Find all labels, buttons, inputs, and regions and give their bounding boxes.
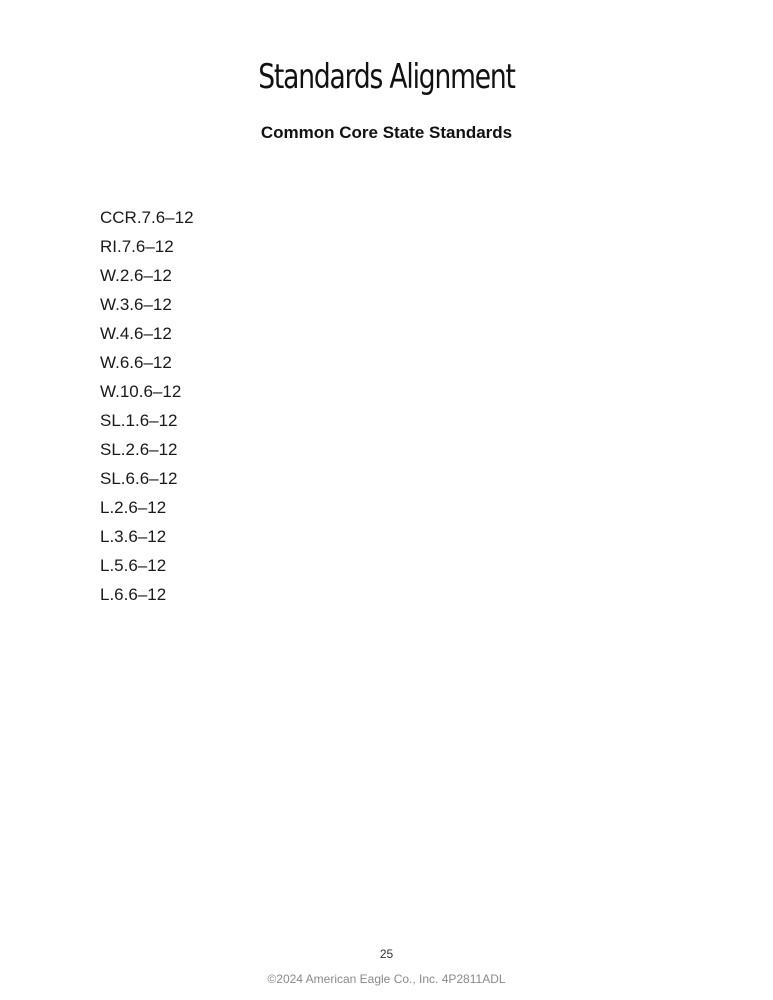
standard-item: W.2.6–12 [100, 266, 172, 285]
copyright-notice: ©2024 American Eagle Co., Inc. 4P2811ADL [267, 972, 506, 986]
page-title: Standards Alignment [258, 57, 515, 97]
standard-item: L.2.6–12 [100, 498, 167, 517]
standard-item: SL.6.6–12 [100, 469, 178, 488]
standard-item: CCR.7.6–12 [100, 208, 194, 227]
standard-item: SL.2.6–12 [100, 440, 178, 459]
standard-item: SL.1.6–12 [100, 411, 178, 430]
standard-item: L.3.6–12 [100, 527, 167, 546]
page-number: 25 [379, 947, 394, 961]
standard-item: W.4.6–12 [100, 324, 172, 343]
standard-item: L.5.6–12 [100, 556, 167, 575]
standard-item: RI.7.6–12 [100, 237, 174, 256]
standard-item: W.6.6–12 [100, 353, 172, 372]
standard-item: W.3.6–12 [100, 295, 172, 314]
standard-item: W.10.6–12 [100, 382, 182, 401]
standards-list [100, 203, 194, 609]
page-subtitle: Common Core State Standards [260, 123, 513, 142]
standard-item: L.6.6–12 [100, 585, 167, 604]
